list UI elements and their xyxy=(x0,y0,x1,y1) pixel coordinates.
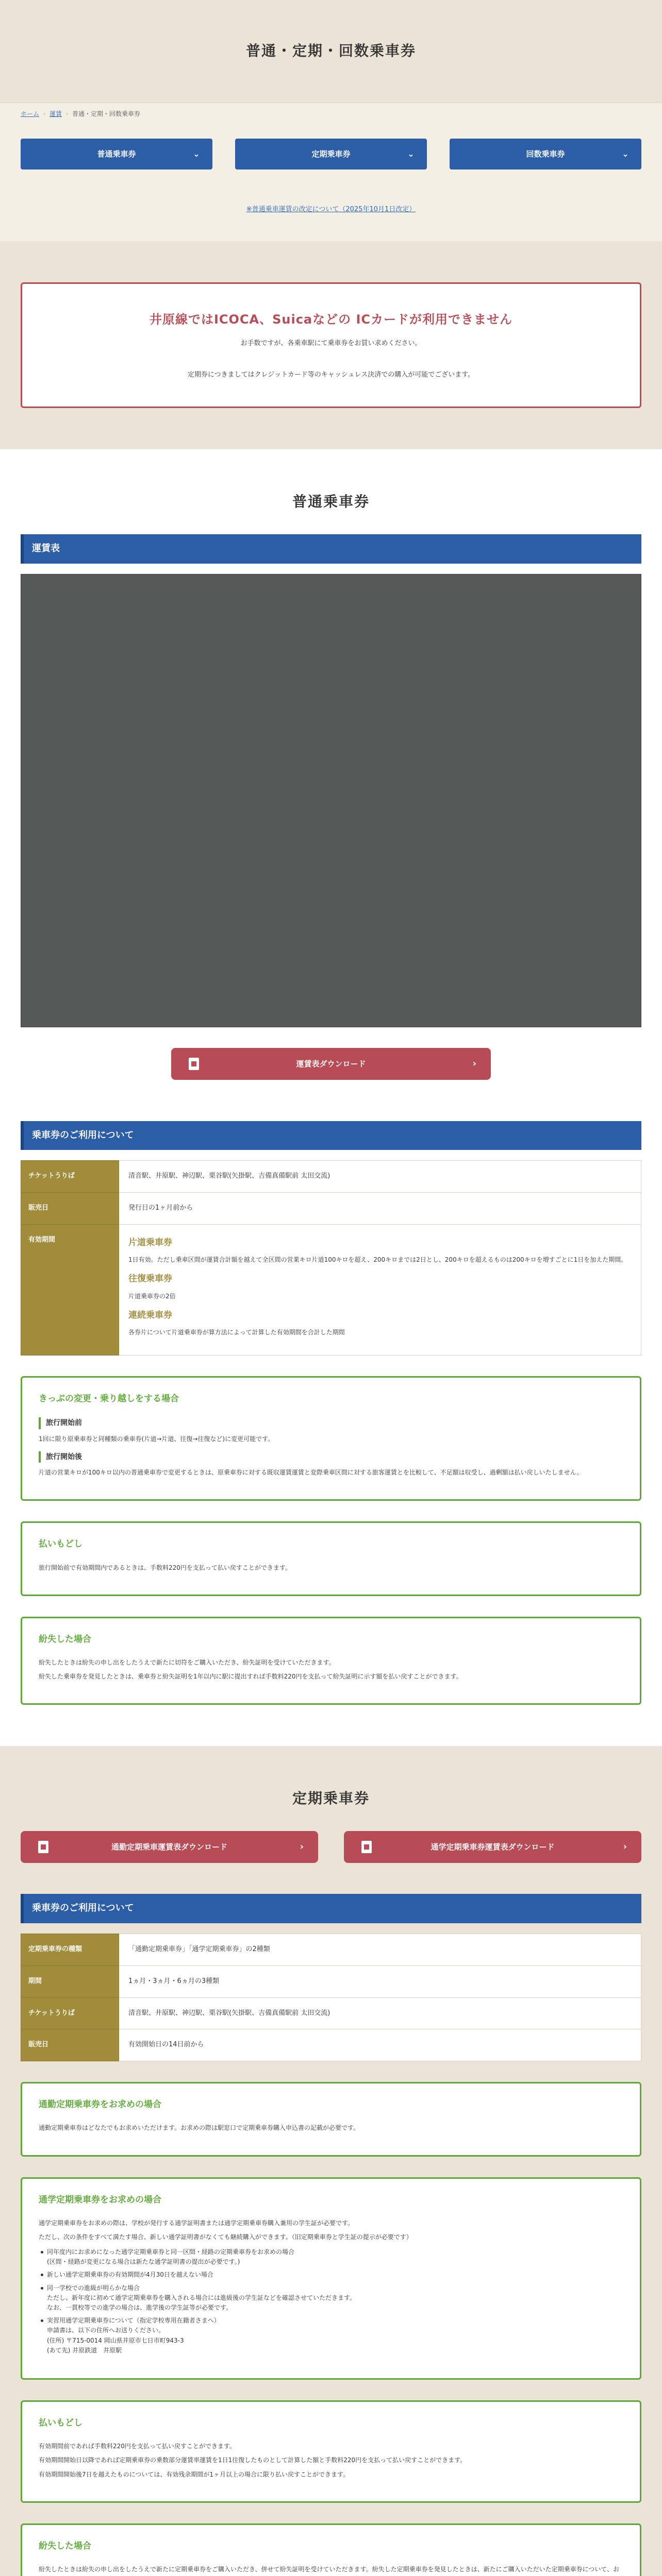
nav-kaisu-button[interactable] xyxy=(450,139,641,170)
teiki-refund-text: 有効期間前であれば手数料220円を支払って払い戻すことができます。 xyxy=(39,2443,236,2450)
futsu-lost-text-2: 紛失した乗車券を発見したときは、乗車券と紛失証明を1年以内に駅に提出すれば手数料220円を支払って紛失証明に示す額を払い戻すことができます。 xyxy=(39,1673,462,1681)
nav-teiki-button[interactable] xyxy=(235,139,427,170)
commute-pass-title: 通勤定期乗車券をお求めの場合 xyxy=(39,2099,161,2110)
teiki-refund-title: 払いもどし xyxy=(39,2417,82,2428)
list-item-note: ただし、新年度に初めて通学定期乗車券を購入される場合には進級後の学生証などを確認させていただきます。 xyxy=(47,2294,356,2301)
teiki-lost-box xyxy=(21,2523,641,2576)
table-header: 販売日 xyxy=(21,2029,119,2061)
ic-notice-box xyxy=(21,282,641,408)
list-item xyxy=(39,2316,623,2355)
school-pass-conditions xyxy=(39,2247,623,2355)
roundtrip-ticket-text: 片道乗車券の2倍 xyxy=(128,1292,176,1300)
ic-notice-text-2: 定期券につきましてはクレジットカード等のキャッシュレス決済での購入が可能でございます。 xyxy=(187,371,475,379)
futsu-section-title: 普通乗車券 xyxy=(292,493,370,510)
futsu-refund-title: 払いもどし xyxy=(39,1539,82,1550)
after-travel-heading: 旅行開始後 xyxy=(39,1451,623,1463)
commute-fare-download-button[interactable] xyxy=(21,1831,318,1863)
futsu-change-title: きっぷの変更・乗り越しをする場合 xyxy=(39,1394,179,1404)
teiki-section-title: 定期乗車券 xyxy=(292,1790,370,1807)
list-item-note: なお、一貫校等での進学の場合は、進学後の学生証等が必要です。 xyxy=(47,2304,233,2312)
list-item-note: 申請書は、以下の住所へお送りください。 xyxy=(47,2327,165,2334)
fare-table-heading: 運賃表 xyxy=(21,534,641,564)
list-item xyxy=(39,2247,623,2267)
list-item-note: (区間・経路が変更になる場合は新たな通学証明書の提出が必要です。) xyxy=(47,2258,240,2266)
teiki-section xyxy=(0,1746,662,2576)
table-row xyxy=(21,1934,641,1965)
roundtrip-ticket-heading: 往復乗車券 xyxy=(128,1274,172,1284)
table-row xyxy=(21,1224,641,1355)
chevron-right-icon: › xyxy=(66,111,69,117)
fare-revision-link[interactable]: ※普通乗車運賃の改定について（2025年10月1日改定） xyxy=(246,206,416,214)
futsu-info-table xyxy=(21,1160,641,1355)
table-cell: 1ヵ月・3ヵ月・6ヵ月の3種類 xyxy=(119,1965,641,1997)
breadcrumb-fare[interactable]: 運賃 xyxy=(49,110,62,117)
nav-futsu-label: 普通乗車券 xyxy=(97,149,136,159)
commute-download-label: 通勤定期乗車運賃表ダウンロード xyxy=(111,1842,227,1852)
list-item-note: (住所) 〒715-0014 岡山県井原市七日市町943-3 xyxy=(47,2336,184,2344)
table-header: 期間 xyxy=(21,1965,119,1997)
list-item-text: 同一学校での進級が明らかな場合 xyxy=(47,2284,140,2292)
chevron-down-icon: ⌄ xyxy=(622,149,629,159)
commute-pass-text: 通勤定期乗車券はどなたでもお求めいただけます。お求めの際は駅窓口で定期乗車券購入申込書の記載が必要です。 xyxy=(39,2124,360,2132)
page-title: 普通・定期・回数乗車券 xyxy=(245,42,416,60)
list-item xyxy=(39,2270,623,2280)
fare-table-image xyxy=(21,574,641,1027)
futsu-lost-box xyxy=(21,1617,641,1705)
chevron-right-icon: › xyxy=(43,111,46,117)
table-header: 販売日 xyxy=(21,1193,119,1225)
chevron-down-icon: ⌄ xyxy=(407,149,415,159)
nav-teiki-label: 定期乗車券 xyxy=(311,149,351,159)
fare-download-row xyxy=(0,1048,662,1121)
teiki-lost-title: 紛失した場合 xyxy=(39,2540,91,2551)
table-cell xyxy=(119,1224,641,1355)
pdf-icon xyxy=(38,1841,48,1853)
table-row xyxy=(21,1161,641,1193)
chevron-right-icon: › xyxy=(623,1841,627,1853)
breadcrumb xyxy=(0,109,662,119)
pdf-icon xyxy=(361,1841,372,1853)
ic-notice-text: お手数ですが、各乗車駅にて乗車券をお買い求めください。 xyxy=(240,340,422,348)
breadcrumb-home[interactable]: ホーム xyxy=(21,110,40,117)
futsu-section xyxy=(0,449,662,1705)
anchor-nav xyxy=(0,123,662,183)
teiki-usage-heading: 乗車券のご利用について xyxy=(21,1894,641,1923)
chevron-right-icon: › xyxy=(300,1841,304,1853)
pdf-icon xyxy=(189,1058,199,1070)
teiki-download-row xyxy=(0,1831,662,1894)
table-cell: 発行日の1ヶ月前から xyxy=(119,1193,641,1225)
list-item-text: 新しい通学定期乗車券の有効期間が4月30日を越えない場合 xyxy=(47,2271,213,2279)
list-item-text: 同年度内にお求めになった通学定期乗車券と同一区間・経路の定期乗車券をお求めの場合 xyxy=(47,2248,295,2256)
oneway-ticket-text: 1日有効。ただし乗車区間が運賃合計額を越えて全区間の営業キロ片道100キロを超え、200キロまでは2日とし、200キロを超えるものは200キロを増すごとに1日を加えた期間。 xyxy=(128,1256,627,1264)
table-row xyxy=(21,1193,641,1225)
teiki-refund-box xyxy=(21,2400,641,2503)
teiki-refund-text-2: 有効期間開始日以降であれば定期乗車券の乗数部分運賃率運賃を1日1往復したものとして計算した額と手数料220円を支払って払い戻すことができます。 xyxy=(39,2456,467,2464)
school-pass-title: 通学定期乗車券をお求めの場合 xyxy=(39,2194,161,2205)
table-header: 定期乗車券の種類 xyxy=(21,1934,119,1965)
continuous-ticket-text: 各券片について片道乗車券が算方法によって計算した有効期間を合計した期間 xyxy=(128,1328,345,1336)
ic-notice-section xyxy=(0,241,662,449)
before-travel-text: 1回に限り原乗車券と同種類の乗車券(片道→片道、往復→往復など)に変更可能です。 xyxy=(39,1435,274,1443)
teiki-info-table xyxy=(21,1934,641,2061)
continuous-ticket-heading: 連続乗車券 xyxy=(128,1310,172,1320)
school-download-label: 通学定期乗車券運賃表ダウンロード xyxy=(431,1842,555,1852)
table-cell: 「通勤定期乗車券」「通学定期乗車券」の2種類 xyxy=(119,1934,641,1965)
fare-download-label: 運賃表ダウンロード xyxy=(296,1059,366,1069)
commute-pass-box xyxy=(21,2082,641,2156)
teiki-lost-text: 紛失したときは紛失の申し出をしたうえで新たに定期乗車券をご購入いただき、併せて紛失証明を受けていただきます。紛失した定期乗車券を発見したときは、新たにご購入いただいた定期乗車券について、お xyxy=(39,2565,620,2573)
teiki-refund-text-3: 有効期間開始後7日を越えたものについては、有効残余期間が1ヶ月以上の場合に限り払い戻すことができます。 xyxy=(39,2470,350,2478)
ic-notice-title: 井原線ではICOCA、Suicaなどの ICカードが利用できません xyxy=(149,312,513,327)
table-cell: 有効開始日の14日前から xyxy=(119,2029,641,2061)
list-item-text: 実習用通学定期乗車券について（指定学校専用在籍者さまへ） xyxy=(47,2317,220,2325)
nav-futsu-button[interactable] xyxy=(21,139,212,170)
table-row xyxy=(21,1965,641,1997)
nav-kaisu-label: 回数乗車券 xyxy=(526,149,565,159)
futsu-lost-text: 紛失したときは紛失の申し出をしたうえで新たに切符をご購入いただき、紛失証明を受けていただきます。 xyxy=(39,1658,335,1666)
breadcrumb-bar xyxy=(0,103,662,123)
table-cell: 清音駅、井原駅、神辺駅、栗谷駅(矢掛駅、吉備真備駅前 太田交流) xyxy=(119,1997,641,2029)
hero-banner xyxy=(0,0,662,103)
table-row xyxy=(21,1997,641,2029)
oneway-ticket-heading: 片道乗車券 xyxy=(128,1237,172,1248)
futsu-refund-text: 旅行開始前で有効期間内であるときは、手数料220円を支払って払い戻すことができます。 xyxy=(39,1564,291,1571)
chevron-down-icon: ⌄ xyxy=(193,149,200,159)
chevron-right-icon: › xyxy=(472,1058,476,1069)
table-row xyxy=(21,2029,641,2061)
school-pass-text: 通学定期乗車券をお求めの際は、学校が発行する通学証明書または通学定期乗車券購入兼用の学生証が必要です。 xyxy=(39,2219,354,2227)
breadcrumb-current: 普通・定期・回数乗車券 xyxy=(72,110,141,117)
school-pass-box xyxy=(21,2177,641,2380)
fare-download-button[interactable] xyxy=(171,1048,491,1080)
futsu-usage-heading: 乗車券のご利用について xyxy=(21,1121,641,1150)
table-header: 有効期間 xyxy=(21,1224,119,1355)
table-cell: 清音駅、井原駅、神辺駅、栗谷駅(矢掛駅、吉備真備駅前 太田交流) xyxy=(119,1161,641,1193)
notice-link-row xyxy=(0,183,662,241)
school-fare-download-button[interactable] xyxy=(344,1831,641,1863)
after-travel-text: 片道の営業キロが100キロ以内の普通乗車券で変更するときは、原乗車券に対する既収運賃運賃と変際乗車区間に対する旅客運賃とを比較して、不足額は収受し、過剰額は払い戻しいたしません。 xyxy=(39,1469,583,1477)
school-pass-text-2: ただし、次の条件をすべて満たす場合、新しい通学証明書がなくても継続購入ができます。（旧定期乗車券と学生証の提示が必要です） xyxy=(39,2233,412,2241)
table-header: チケットうりば xyxy=(21,1997,119,2029)
list-item xyxy=(39,2283,623,2313)
futsu-refund-box xyxy=(21,1521,641,1596)
futsu-lost-title: 紛失した場合 xyxy=(39,1634,91,1645)
table-header: チケットうりば xyxy=(21,1161,119,1193)
before-travel-heading: 旅行開始前 xyxy=(39,1417,623,1429)
futsu-change-box xyxy=(21,1376,641,1501)
list-item-note: (あて先) 井原鉄道 井原駅 xyxy=(47,2346,122,2354)
